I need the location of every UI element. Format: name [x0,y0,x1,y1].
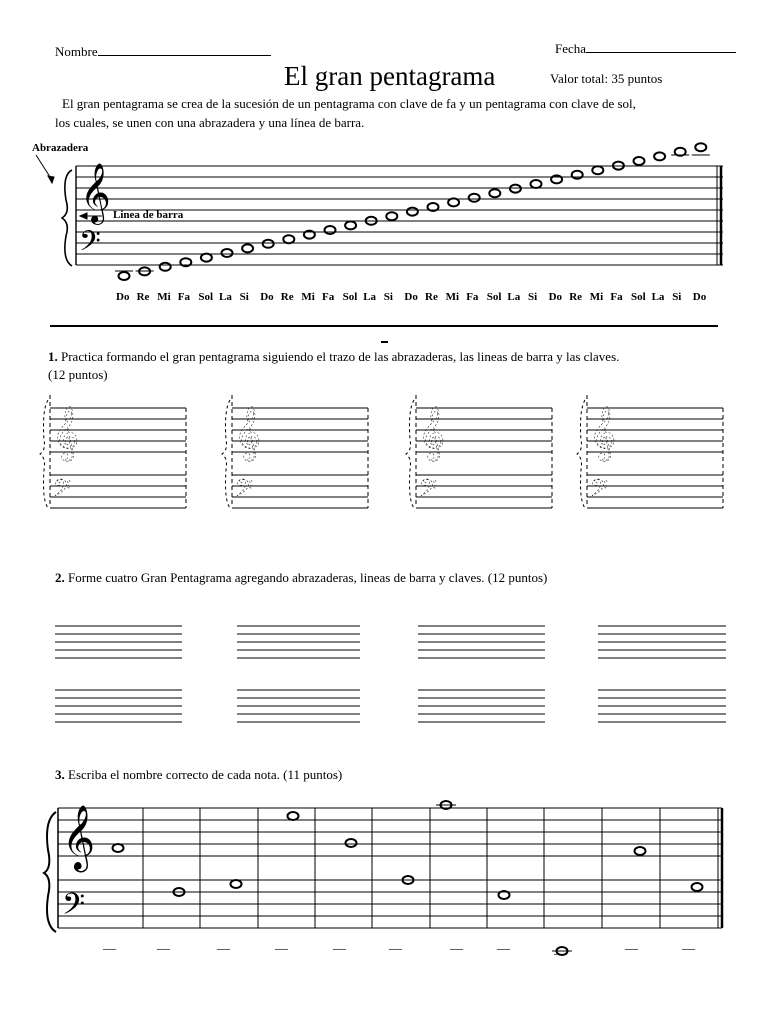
exercise-1-text: Practica formando el gran pentagrama siguiendo el trazo de las abrazaderas, las lineas de barra y las claves. [61,349,620,364]
note-head [346,839,357,847]
note-answer-blank[interactable]: __ [554,941,567,956]
dashed-bass-clef-icon[interactable]: 𝄢 [53,474,72,507]
dashed-treble-clef-icon[interactable]: 𝄞 [234,405,262,459]
dashed-bass-clef-icon[interactable]: 𝄢 [235,474,254,507]
exercise-3-text: Escriba el nombre correcto de cada nota. (11 puntos) [68,767,343,782]
bass-clef-icon: 𝄢 [79,225,101,265]
note-name-label: Do [116,291,130,303]
barline-label: Linea de barra [113,209,184,221]
ex3-bass-lines [58,880,722,928]
name-label: Nombre [55,44,98,59]
note-name-label: La [363,291,377,303]
note-head [113,844,124,852]
note-name-label: Re [569,291,583,303]
note-name-label: Re [425,291,438,303]
note-name-label: Si [528,291,538,303]
note-head [288,812,299,820]
exercise-1-number: 1. [48,349,58,364]
note-answer-blank[interactable]: __ [103,936,116,951]
note-name-label: Do [692,291,707,303]
note-answer-blank[interactable]: __ [217,936,230,951]
exercise-3-number: 3. [55,767,65,782]
bass-clef-icon: 𝄢 [62,888,86,929]
ex3-measure-barlines [143,808,660,928]
note-name-label: Mi [301,291,315,303]
treble-clef-icon: 𝄞 [62,805,96,870]
exercise-2-text: Forme cuatro Gran Pentagrama agregando abrazaderas, lineas de barra y claves. (12 puntos) [68,570,548,585]
exercise-2-number: 2. [55,570,65,585]
note-name-label: Si [239,291,249,303]
note-head [231,880,242,888]
ex3-treble-lines [58,808,722,856]
note-answer-blank[interactable]: __ [450,936,463,951]
note-answer-blank[interactable]: __ [682,936,695,951]
note-name-label: Si [672,291,682,303]
note-answer-blank[interactable]: __ [157,936,170,951]
note-name-label: Sol [198,291,214,303]
total-value: Valor total: 35 puntos [550,71,663,86]
intro-line-1: El gran pentagrama se crea de la sucesión de un pentagrama con clave de fa y un pentagrama con clave de sol, [62,96,636,111]
note-name-label: Mi [445,291,460,303]
note-name-label: Re [280,291,294,303]
note-name-label: La [507,291,521,303]
note-name-label: Fa [466,291,479,303]
note-answer-blank[interactable]: __ [497,936,510,951]
exercise-1-points: (12 puntos) [48,367,108,382]
note-head [692,883,703,891]
note-answer-blank[interactable]: __ [275,936,288,951]
intro-line-2: los cuales, se unen con una abrazadera y una línea de barra. [55,115,365,130]
note-name-label: Si [383,291,393,303]
note-name-label: Sol [631,291,646,303]
note-name-label: Fa [610,291,623,303]
dashed-treble-clef-icon[interactable]: 𝄞 [589,405,617,459]
note-name-label: Re [136,291,150,303]
page-title: El gran pentagrama [284,61,496,91]
dashed-treble-clef-icon[interactable]: 𝄞 [418,405,446,459]
note-name-label: Do [260,291,274,303]
dashed-treble-clef-icon[interactable]: 𝄞 [52,405,80,459]
note-name-label: Mi [157,291,171,303]
note-name-label: Sol [486,291,502,303]
dashed-bass-clef-icon[interactable]: 𝄢 [419,474,438,507]
treble-clef-icon: 𝄞 [80,163,111,223]
date-label: Fecha [555,41,587,56]
note-name-label: La [219,291,232,303]
note-answer-blank[interactable]: __ [333,936,346,951]
note-name-label: Do [548,291,563,303]
note-name-label: Sol [342,291,358,303]
ex3-notes [113,801,703,955]
note-answer-blank[interactable]: __ [389,936,402,951]
note-name-label: Do [404,291,418,303]
brace-label: Abrazadera [32,142,89,154]
note-name-label: La [651,291,665,303]
brace-icon [44,812,56,932]
note-answer-blank[interactable]: __ [625,936,638,951]
note-name-label: Mi [589,291,604,303]
dashed-bass-clef-icon[interactable]: 𝄢 [590,474,609,507]
note-name-label: Fa [322,291,335,303]
note-head [635,847,646,855]
note-name-label: Fa [177,291,191,303]
